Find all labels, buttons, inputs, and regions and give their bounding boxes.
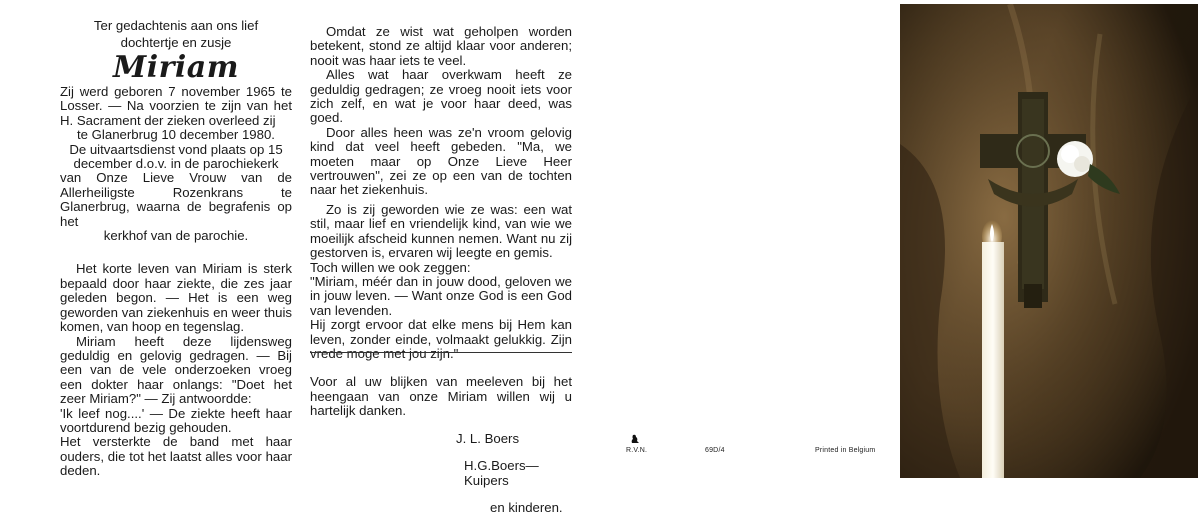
thanks-block: [310, 362, 572, 529]
dedication-line-2: dochtertje en zusje: [120, 35, 232, 50]
memorial-photo: [900, 4, 1198, 478]
memorial-paragraph: Alles wat haar overkwam heeft ze geduldig gedragen; ze vroeg nooit iets voor zich zelf, en wat je voor haar deed, was goed.: [310, 67, 572, 126]
left-column: [60, 17, 292, 479]
signature-father: J. L. Boers: [456, 430, 520, 446]
thanks-text: Voor al uw blijken van meeleven bij het heengaan van onze Miriam willen wij u hartelijk danken.: [310, 374, 572, 418]
printed-in: Printed in Belgium: [815, 447, 876, 454]
cross-candle-image: [900, 4, 1198, 478]
publisher-code: R.V.N.: [626, 447, 648, 454]
candle-icon: [982, 220, 1004, 478]
story-paragraph: 'Ik leef nog....' — De ziekte heeft haar voortdurend bezig gehouden.: [60, 405, 292, 435]
memorial-paragraph: Zo is zij geworden wie ze was: een wat stil, maar lief en vriendelijk kind, van wie we moeilijk afscheid kunnen nemen. Want nu zij gestorven is, ervaren wij leegte en gemis.: [310, 201, 572, 261]
signature-mother: H.G.Boers—Kuipers: [464, 458, 539, 488]
story-paragraph: Miriam heeft deze lijdensweg geduldig en gelovig gedragen. — Bij een van de vele onderzoeken vroeg een dokter haar onlangs: "Doet het zeer Miriam?" — Zij antwoordde:: [60, 333, 292, 407]
story-paragraph: Het korte leven van Miriam is sterk bepaald door haar ziekte, die zes jaar geleden begon. — Het is een weg geworden van ziekenhuis en weer thuis komen, van hoop en tegenslag.: [60, 261, 292, 335]
memorial-quote: "Miriam, méér dan in jouw dood, geloven we in jouw leven. — Want onze God is een God van levenden.: [310, 273, 572, 318]
card-code: 69D/4: [705, 447, 725, 454]
publisher-logo-icon: [630, 434, 640, 444]
memorial-paragraph: Omdat ze wist wat geholpen worden betekent, stond ze altijd klaar voor anderen; nooit was haar iets te veel.: [310, 24, 572, 68]
middle-column: [310, 25, 572, 361]
bio-cemetery: kerkhof van de parochie.: [103, 228, 249, 244]
signature-children: en kinderen.: [490, 500, 563, 516]
bio-church: van Onze Lieve Vrouw van de Allerheiligste Rozenkrans te Glanerbrug, waarna de begrafenis op het: [60, 170, 292, 229]
memorial-paragraph: Toch willen we ook zeggen:: [310, 259, 471, 275]
memorial-paragraph: Door alles heen was ze'n vroom gelovig kind dat veel heeft gebeden. "Ma, we moeten maar op Onze Lieve Heer vertrouwen", zei ze op een van de tochten naar het ziekenhuis.: [310, 124, 572, 198]
bio-funeral: De uitvaartsdienst vond plaats op 15 december d.o.v. in de parochiekerk: [69, 141, 283, 172]
dedication-line-1: Ter gedachtenis aan ons lief: [93, 18, 259, 33]
bio-birth-death: Zij werd geboren 7 november 1965 te Losser. — Na voorzien te zijn van het H. Sacrament der zieken overleed zij: [60, 84, 292, 128]
divider-line: [310, 352, 572, 353]
story-paragraph: Het versterkte de band met haar ouders, die tot het laatst alles voor haar deden.: [60, 434, 292, 479]
deceased-name: Miriam: [113, 50, 239, 85]
memorial-quote: Hij zorgt ervoor dat elke mens bij Hem kan leven, zonder einde, volmaakt gelukkig. Zijn vrede moge met jou zijn.": [310, 317, 572, 361]
bio-death-place: te Glanerbrug 10 december 1980.: [77, 127, 275, 143]
